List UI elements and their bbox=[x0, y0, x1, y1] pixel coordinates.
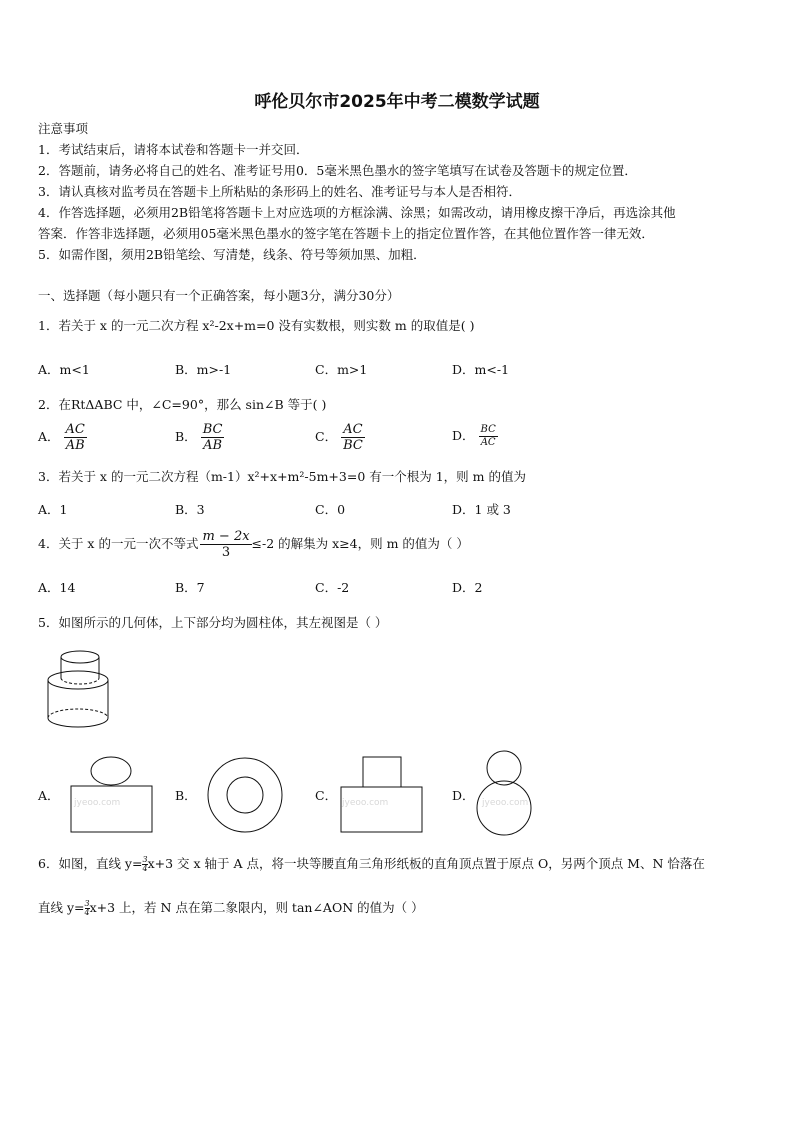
q1-option-d[interactable]: D．m<-1 bbox=[452, 362, 510, 377]
q5-option-b[interactable]: B． bbox=[175, 788, 197, 803]
q3-option-d[interactable]: D．1 或 3 bbox=[452, 502, 511, 517]
q4-option-c[interactable]: C．-2 bbox=[315, 580, 350, 595]
option-b-figure bbox=[206, 756, 284, 834]
q5-option-c[interactable]: C． bbox=[315, 788, 338, 803]
question-4-stem bbox=[38, 529, 469, 560]
question-1-stem: 1．若关于 x 的一元二次方程 x²-2x+m=0 没有实数根，则实数 m 的取值是( ) bbox=[38, 318, 475, 333]
question-6-line-1 bbox=[38, 856, 705, 873]
option-label: A． bbox=[38, 429, 60, 444]
watermark: jyeoo.com bbox=[342, 798, 389, 808]
q1-option-a[interactable]: A．m<1 bbox=[38, 362, 90, 377]
option-a-figure bbox=[70, 756, 154, 834]
fraction bbox=[341, 422, 365, 453]
q4-option-b[interactable]: B．7 bbox=[175, 580, 205, 595]
q3-option-c[interactable]: C．0 bbox=[315, 502, 346, 517]
stem-text: x+3 交 x 轴于 A 点，将一块等腰直角三角形纸板的直角顶点置于原点 O，另两个顶点 M、N 恰落在 bbox=[147, 856, 705, 871]
option-label: B． bbox=[175, 429, 197, 444]
denominator: 4 bbox=[84, 908, 90, 917]
q5-option-a[interactable]: A． bbox=[38, 788, 60, 803]
option-d-figure bbox=[476, 750, 532, 838]
q3-option-a[interactable]: A．1 bbox=[38, 502, 68, 517]
watermark: jyeoo.com bbox=[482, 798, 529, 808]
q4-option-d[interactable]: D．2 bbox=[452, 580, 483, 595]
question-2-stem: 2．在RtΔABC 中，∠C=90°，那么 sin∠B 等于( ) bbox=[38, 397, 327, 412]
notice-item: 答案．作答非选择题，必须用05毫米黑色墨水的签字笔在答题卡上的指定位置作答，在其他位置作答一律无效． bbox=[38, 226, 654, 241]
question-6-line-2 bbox=[38, 900, 424, 917]
denominator: 4 bbox=[142, 864, 148, 873]
q4-option-a[interactable]: A．14 bbox=[38, 580, 76, 595]
q3-option-b[interactable]: B．3 bbox=[175, 502, 205, 517]
fraction bbox=[64, 422, 87, 453]
denominator: AB bbox=[203, 438, 223, 453]
numerator: AC bbox=[65, 422, 85, 437]
stem-text: 4．关于 x 的一元一次不等式 bbox=[38, 536, 199, 551]
denominator: 3 bbox=[221, 545, 231, 560]
question-5-stem: 5．如图所示的几何体，上下部分均为圆柱体，其左视图是（ ） bbox=[38, 615, 388, 630]
section-heading: 一、选择题（每小题只有一个正确答案，每小题3分，满分30分） bbox=[38, 288, 400, 303]
q2-option-a[interactable] bbox=[38, 422, 87, 453]
question-3-stem: 3．若关于 x 的一元二次方程（m-1）x²+x+m²-5m+3=0 有一个根为 1，则 m 的值为 bbox=[38, 469, 526, 484]
fraction bbox=[200, 529, 251, 560]
cylinder-solid-figure bbox=[40, 645, 120, 735]
fraction bbox=[479, 424, 498, 449]
notice-item: 2．答题前，请务必将自己的姓名、准考证号用0．5毫米黑色墨水的签字笔填写在试卷及答题卡的规定位置． bbox=[38, 163, 637, 178]
numerator: 3 bbox=[142, 855, 148, 864]
numerator: m − 2x bbox=[202, 529, 250, 544]
denominator: AB bbox=[65, 438, 85, 453]
q2-option-b[interactable] bbox=[175, 422, 224, 453]
denominator: AC bbox=[480, 437, 496, 448]
stem-text: 6．如图，直线 y= bbox=[38, 856, 143, 871]
notice-item: 4．作答选择题，必须用2B铅笔将答题卡上对应选项的方框涂满、涂黑；如需改动，请用橡皮擦干净后，再选涂其他 bbox=[38, 205, 676, 220]
numerator: BC bbox=[202, 422, 223, 437]
notice-item: 5．如需作图，须用2B铅笔绘、写清楚，线条、符号等须加黑、加粗． bbox=[38, 247, 426, 262]
q2-option-c[interactable] bbox=[315, 422, 365, 453]
notice-heading: 注意事项 bbox=[38, 121, 89, 136]
stem-text: ≤-2 的解集为 x≥4，则 m 的值为（ ） bbox=[251, 536, 469, 551]
stem-text: x+3 上，若 N 点在第二象限内，则 tan∠AON 的值为（ ） bbox=[89, 900, 424, 915]
denominator: BC bbox=[343, 438, 363, 453]
q5-option-d[interactable]: D． bbox=[452, 788, 475, 803]
fraction bbox=[201, 422, 225, 453]
notice-item: 3．请认真核对监考员在答题卡上所粘贴的条形码上的姓名、准考证号与本人是否相符． bbox=[38, 184, 521, 199]
q1-option-b[interactable]: B．m>-1 bbox=[175, 362, 232, 377]
page-title: 呼伦贝尔市2025年中考二模数学试题 bbox=[254, 92, 540, 112]
option-label: C． bbox=[315, 429, 338, 444]
q1-option-c[interactable]: C．m>1 bbox=[315, 362, 368, 377]
q2-option-d[interactable] bbox=[452, 424, 498, 449]
option-label: D． bbox=[452, 428, 475, 443]
numerator: BC bbox=[480, 424, 496, 435]
stem-text: 直线 y= bbox=[38, 900, 85, 915]
numerator: AC bbox=[343, 422, 363, 437]
notice-item: 1．考试结束后，请将本试卷和答题卡一并交回． bbox=[38, 142, 309, 157]
option-c-figure bbox=[340, 756, 424, 834]
numerator: 3 bbox=[84, 899, 90, 908]
watermark: jyeoo.com bbox=[74, 798, 121, 808]
